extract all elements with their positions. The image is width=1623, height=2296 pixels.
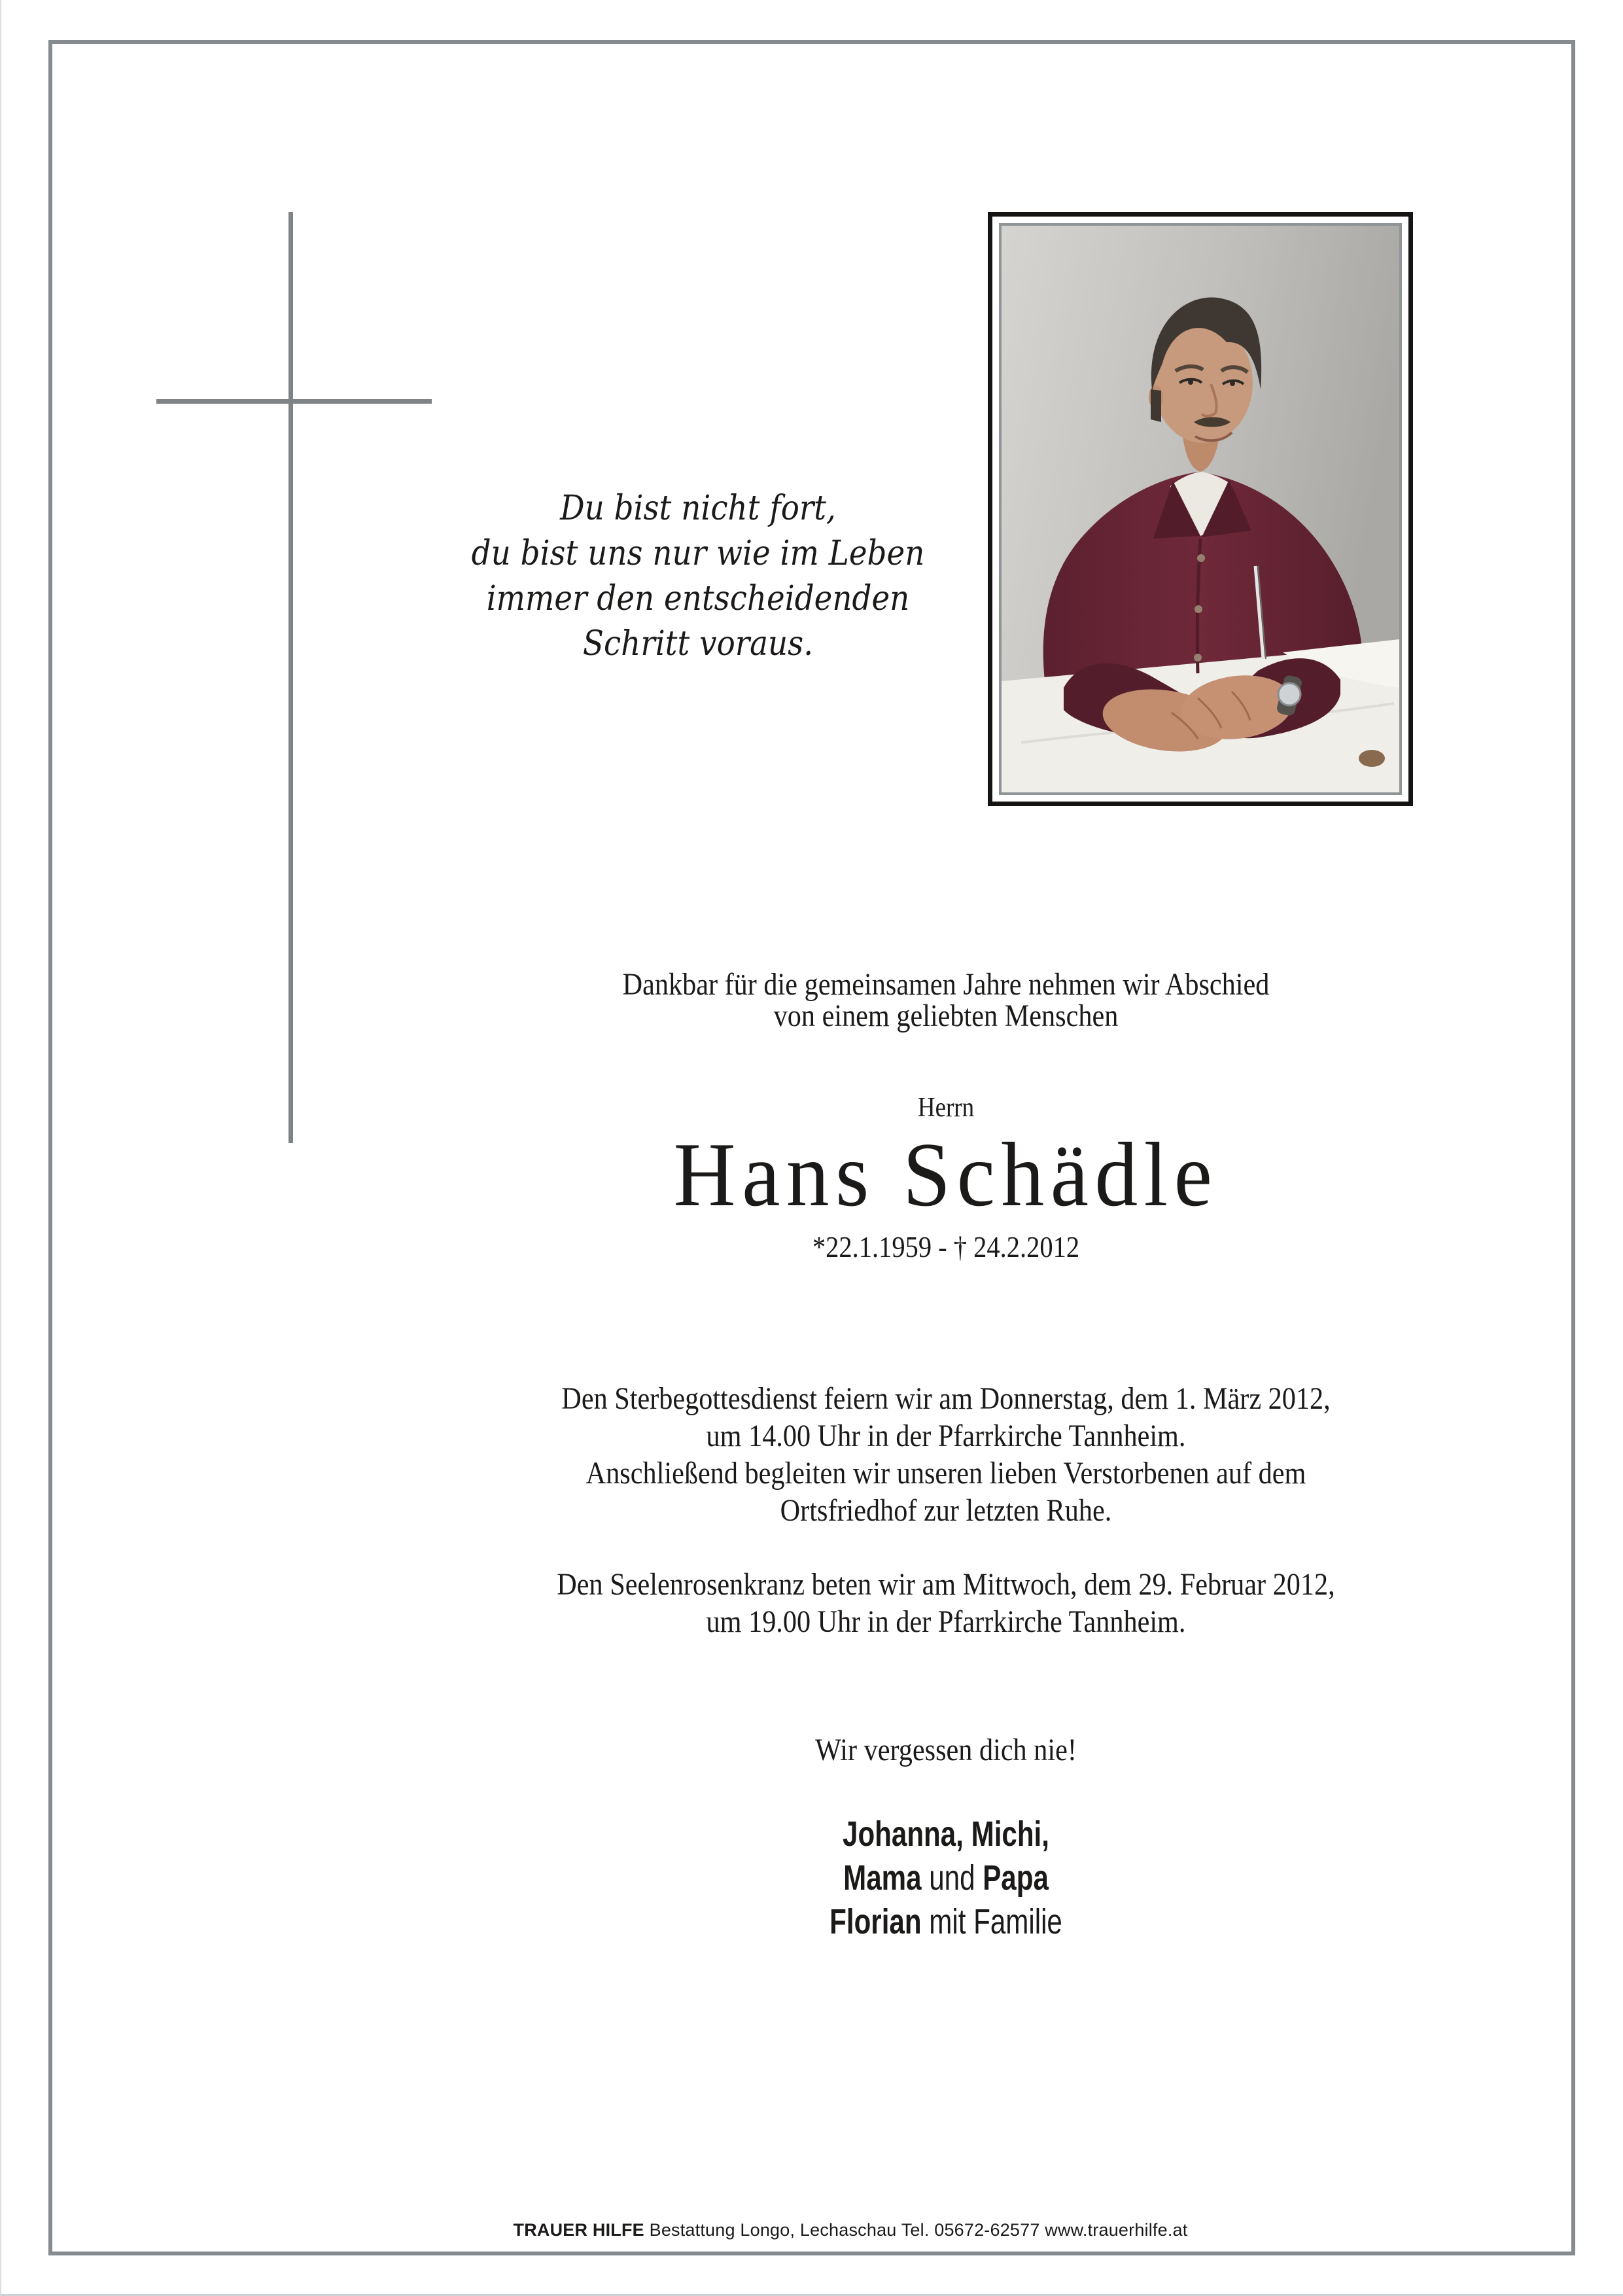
- verse-line: du bist uns nur wie im Leben: [471, 534, 925, 573]
- portrait-photo-illustration: [1002, 226, 1399, 792]
- memorial-verse: [436, 486, 960, 667]
- sideburn: [1151, 389, 1161, 422]
- mourning-family: [488, 1812, 1404, 1944]
- family-line: [589, 1812, 1303, 1856]
- cross-icon: [288, 212, 293, 1143]
- shirt-button: [1195, 605, 1202, 613]
- announcement-intro: [488, 969, 1404, 1032]
- cork: [1359, 750, 1385, 767]
- family-names: Johanna, Michi,: [843, 1814, 1049, 1854]
- right-eye-pupil: [1230, 381, 1235, 386]
- service-line: Ortsfriedhof zur letzten Ruhe.: [780, 1493, 1112, 1528]
- watch-face: [1278, 683, 1300, 705]
- rosary-line: um 19.00 Uhr in der Pfarrkirche Tannheim.: [706, 1604, 1186, 1639]
- rosary-line: Den Seelenrosenkranz beten wir am Mittwoch, dem 29. Februar 2012,: [557, 1567, 1335, 1602]
- verse-line: immer den entscheidenden: [486, 579, 910, 618]
- intro-line: von einem geliebten Menschen: [773, 998, 1119, 1033]
- verse-line: Schritt voraus.: [582, 624, 814, 663]
- family-names: Florian: [829, 1902, 922, 1941]
- family-suffix: mit Familie: [921, 1902, 1062, 1941]
- funeral-service-details: [488, 1380, 1404, 1529]
- intro-line: Dankbar für die gemeinsamen Jahre nehmen wir Abschied: [622, 967, 1270, 1002]
- salutation: Herrn: [917, 1093, 975, 1123]
- service-line: Anschließend begleiten wir unseren lieben Verstorbenen auf dem: [585, 1456, 1306, 1491]
- verse-line: Du bist nicht fort,: [560, 489, 836, 528]
- birth-death-dates: *22.1.1959 - † 24.2.2012: [812, 1230, 1080, 1263]
- service-line: um 14.00 Uhr in der Pfarrkirche Tannheim.: [706, 1419, 1186, 1453]
- rosary-details: [488, 1566, 1404, 1640]
- family-line: [589, 1900, 1303, 1944]
- family-line: [589, 1856, 1303, 1900]
- funeral-home-info: Bestattung Longo, Lechaschau Tel. 05672-62577 www.trauerhilfe.at: [644, 2220, 1188, 2240]
- family-connector: und: [921, 1858, 983, 1898]
- funeral-home-footer: [91, 2219, 1610, 2240]
- photo-frame: [988, 212, 1413, 806]
- portrait-photo: [999, 223, 1402, 795]
- left-eye-pupil: [1188, 380, 1193, 385]
- family-names: Papa: [983, 1858, 1049, 1898]
- shirt-button: [1194, 654, 1202, 662]
- family-names: Mama: [843, 1858, 922, 1898]
- funeral-home-brand: TRAUER HILFE: [513, 2220, 644, 2240]
- cross-icon-bar: [156, 399, 432, 404]
- shirt-button: [1197, 554, 1205, 562]
- deceased-name: Hans Schädle: [673, 1124, 1219, 1226]
- farewell-message: Wir vergessen dich nie!: [815, 1733, 1077, 1767]
- service-line: Den Sterbegottesdienst feiern wir am Donnerstag, dem 1. März 2012,: [561, 1381, 1331, 1416]
